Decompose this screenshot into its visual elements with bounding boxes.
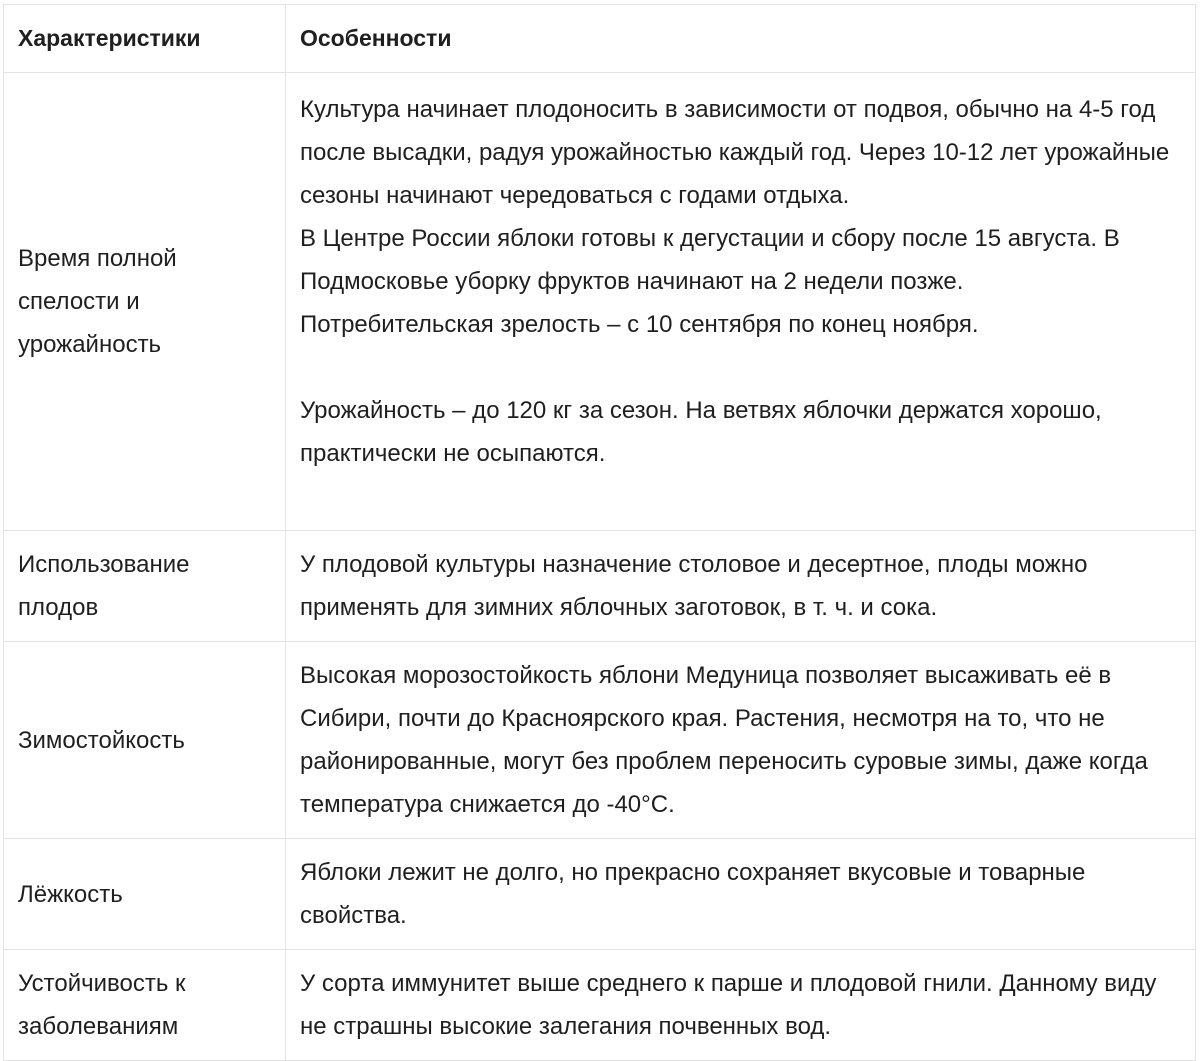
row-feature-disease-resistance: Устойчивость к заболеваниям bbox=[4, 950, 286, 1061]
row-details-disease-resistance bbox=[286, 950, 1196, 1061]
row-feature-keeping-quality: Лёжкость bbox=[4, 839, 286, 950]
row-feature-usage: Использование плодов bbox=[4, 531, 286, 642]
row-feature-winter-hardiness: Зимостойкость bbox=[4, 642, 286, 839]
paragraph-spacer bbox=[300, 346, 1175, 389]
characteristics-table-container bbox=[3, 4, 1195, 1061]
table-row bbox=[4, 531, 1196, 642]
row-details-winter-hardiness bbox=[286, 642, 1196, 839]
header-features: Особенности bbox=[286, 5, 1196, 73]
detail-paragraph: Урожайность – до 120 кг за сезон. На ветвях яблочки держатся хорошо, практически не осыпаются. bbox=[300, 397, 1102, 467]
table-row bbox=[4, 73, 1196, 531]
characteristics-table bbox=[3, 4, 1196, 1061]
detail-paragraph: Культура начинает плодоносить в зависимости от подвоя, обычно на 4-5 год после высадки, радуя урожайностью каждый год. Через 10-12 лет урожайные сезоны начинают чередоваться с годами отдыха. bbox=[300, 96, 1170, 209]
row-details-keeping-quality bbox=[286, 839, 1196, 950]
table-header-row bbox=[4, 5, 1196, 73]
table-row bbox=[4, 950, 1196, 1061]
detail-paragraph: У плодовой культуры назначение столовое и десертное, плоды можно применять для зимних яблочных заготовок, в т. ч. и сока. bbox=[300, 551, 1088, 621]
table-row bbox=[4, 642, 1196, 839]
detail-paragraph: Потребительская зрелость – с 10 сентября по конец ноября. bbox=[300, 311, 979, 338]
row-details-ripeness bbox=[286, 73, 1196, 531]
row-feature-ripeness: Время полной спелости и урожайность bbox=[4, 73, 286, 531]
detail-paragraph: Высокая морозостойкость яблони Медуница позволяет высаживать её в Сибири, почти до Красноярского края. Растения, несмотря на то, что не районированные, могут без проблем переносить суровые зимы, даже когда температура снижается до -40°С. bbox=[300, 662, 1148, 818]
header-characteristics: Характеристики bbox=[4, 5, 286, 73]
table-row bbox=[4, 839, 1196, 950]
detail-paragraph: В Центре России яблоки готовы к дегустации и сбору после 15 августа. В Подмосковье уборку фруктов начинают на 2 недели позже. bbox=[300, 225, 1120, 295]
detail-paragraph: Яблоки лежит не долго, но прекрасно сохраняет вкусовые и товарные свойства. bbox=[300, 859, 1086, 929]
detail-paragraph: У сорта иммунитет выше среднего к парше и плодовой гнили. Данному виду не страшны высокие залегания почвенных вод. bbox=[300, 970, 1157, 1040]
row-details-usage bbox=[286, 531, 1196, 642]
